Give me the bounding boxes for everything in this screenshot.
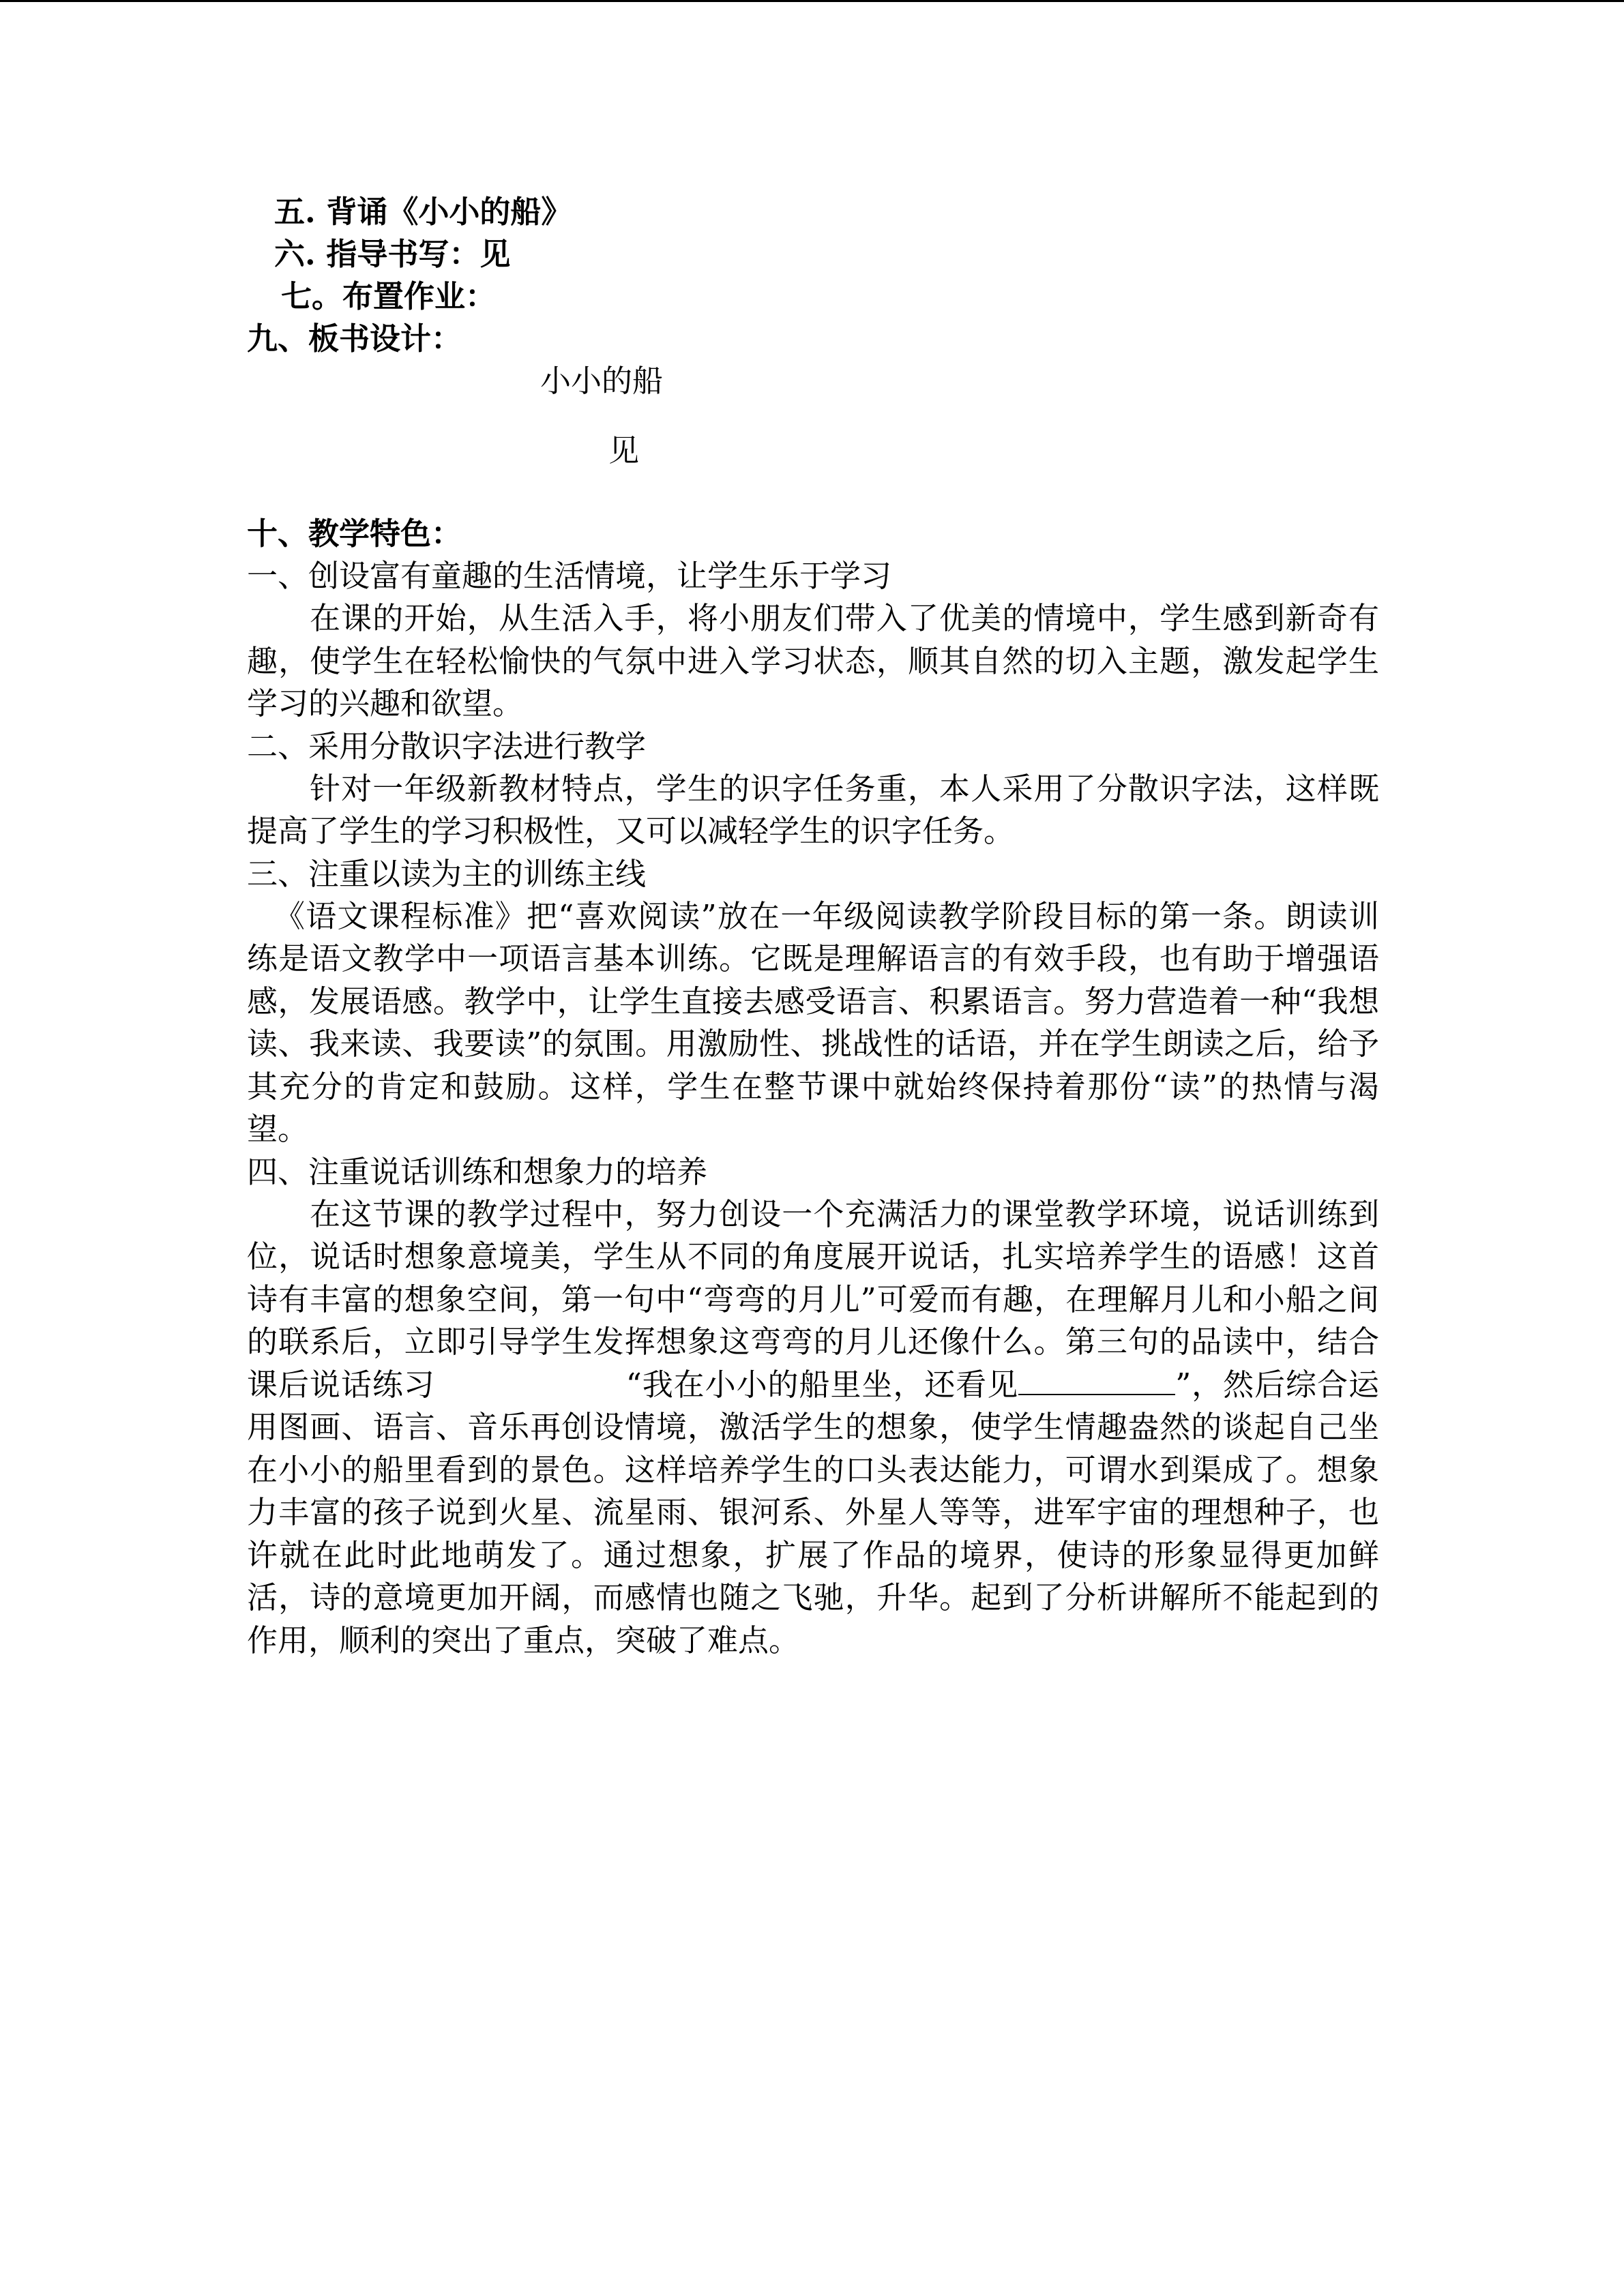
board-title: 小小的船 bbox=[540, 363, 664, 399]
feature-title-1: 一、创设富有童趣的生活情境，让学生乐于学习 bbox=[247, 558, 892, 594]
feature-text-3: 《语文课程标准》把“喜欢阅读”放在一年级阅读教学阶段目标的第一条。朗读训练是语文教学中一项语言基本训练。它既是理解语言的有效手段，也有助于增强语感，发展语感。教学中，让学生直接去感受语言、积累语言。努力营造着一种“我想读、我来读、我要读”的氛围。用激励性、挑战性的话语，并在学生朗读之后，给予其充分的肯定和鼓励。这样，学生在整节课中就始终保持着那份“读”的热情与渴望。 bbox=[247, 897, 1379, 1147]
feature-title-4: 四、注重说话训练和想象力的培养 bbox=[247, 1153, 708, 1190]
feature-section-4 bbox=[247, 1151, 1379, 1663]
page-top-border bbox=[0, 0, 1624, 2]
feature-text-4-part2: “我在小小的船里坐，还看见 bbox=[625, 1366, 1019, 1403]
feature-text-2: 针对一年级新教材特点，学生的识字任务重，本人采用了分散识字法，这样既提高了学生的学习积极性，又可以减轻学生的识字任务。 bbox=[247, 770, 1379, 849]
feature-title-2: 二、采用分散识字法进行教学 bbox=[247, 728, 647, 764]
step-6-writing: 六. 指导书写：见 bbox=[274, 236, 511, 272]
feature-section-1 bbox=[247, 555, 1379, 726]
feature-section-3 bbox=[247, 853, 1379, 1151]
feature-text-4-part3: ”，然后综合运用图画、语言、音乐再创设情境，激活学生的想象，使学生情趣盎然的谈起自己坐在小小的船里看到的景色。这样培养学生的口头表达能力，可谓水到渠成了。想象力丰富的孩子说到火星、流星雨、银河系、外星人等等，进军宇宙的理想种子，也许就在此时此地萌发了。通过想象，扩展了作品的境界，使诗的形象显得更加鲜活，诗的意境更加开阔，而感情也随之飞驰，升华。起到了分析讲解所不能起到的作用，顺利的突出了重点，突破了难点。 bbox=[247, 1366, 1379, 1658]
feature-section-2 bbox=[247, 726, 1379, 853]
step-7-homework: 七。布置作业： bbox=[281, 278, 497, 314]
step-5-recite: 五. 背诵《小小的船》 bbox=[274, 194, 572, 230]
feature-text-4 bbox=[247, 1193, 1379, 1663]
feature-text-4-part1: 在这节课的教学过程中，努力创设一个充满活力的课堂教学环境，说话训练到位，说话时想象意境美，学生从不同的角度展开说话，扎实培养学生的语感！这首诗有丰富的想象空间，第一句中“弯弯的月儿”可爱而有趣，在理解月儿和小船之间的联系后，立即引导学生发挥想象这弯弯的月儿还像什么。第三句的品读中，结合课后说话练习 bbox=[247, 1195, 1379, 1403]
board-character: 见 bbox=[608, 432, 640, 468]
feature-text-1: 在课的开始，从生活入手，将小朋友们带入了优美的情境中，学生感到新奇有趣，使学生在轻松愉快的气氛中进入学习状态，顺其自然的切入主题，激发起学生学习的兴趣和欲望。 bbox=[247, 600, 1379, 721]
document-page bbox=[247, 191, 1379, 1662]
board-design-heading: 九、板书设计： bbox=[247, 320, 462, 357]
lesson-steps bbox=[247, 191, 1379, 318]
fill-in-blank-line bbox=[1018, 1367, 1175, 1395]
feature-title-3: 三、注重以读为主的训练主线 bbox=[247, 855, 647, 892]
teaching-features-heading: 十、教学特色： bbox=[247, 516, 462, 552]
